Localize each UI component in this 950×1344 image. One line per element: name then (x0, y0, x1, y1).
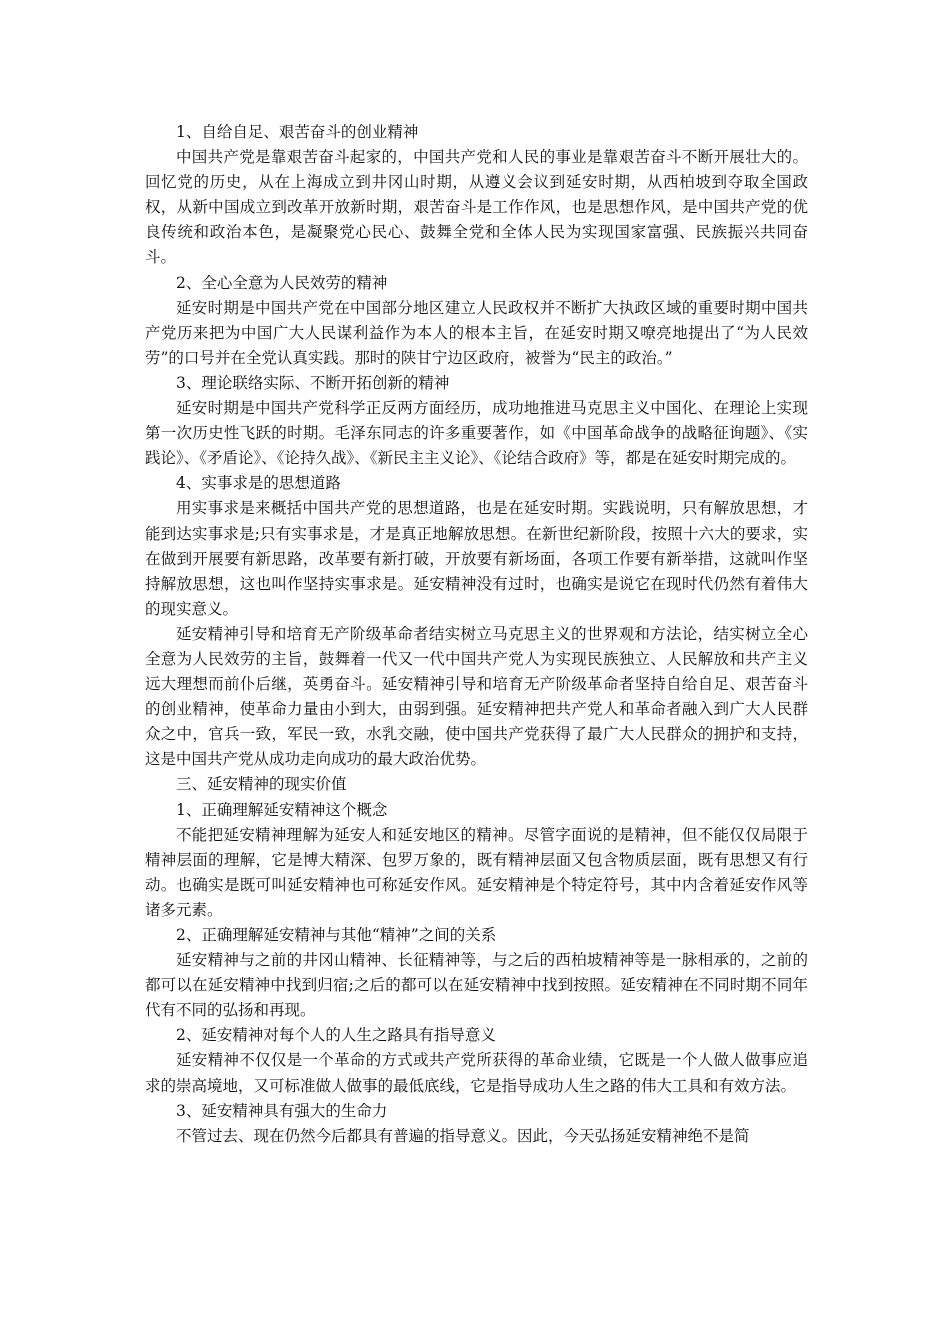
document-page (145, 120, 808, 1149)
body-paragraph: 用实事求是来概括中国共产党的思想道路，也是在延安时期。实践说明，只有解放思想，才能到达实事求是;只有实事求是，才是真正地解放思想。在新世纪新阶段，按照十六大的要求，实在做到开展要有新思路，改革要有新打破，开放要有新场面，各项工作要有新举措，这就叫作坚持解放思想，这也叫作坚持实事求是。延安精神没有过时，也确实是说它在现时代仍然有着伟大的现实意义。 (145, 499, 808, 618)
body-paragraph: 延安精神不仅仅是一个革命的方式或共产党所获得的革命业绩，它既是一个人做人做事应追求的崇高境地，又可标准做人做事的最低底线，它是指导成功人生之路的伟大工具和有效方法。 (145, 1051, 808, 1095)
body-paragraph: 延安时期是中国共产党科学正反两方面经历，成功地推进马克思主义中国化、在理论上实现第一次历史性飞跃的时期。毛泽东同志的许多重要著作，如《中国革命战争的战略征询题》、《实践论》、《矛盾论》、《论持久战》、《新民主主义论》、《论结合政府》等，都是在延安时期完成的。 (145, 399, 808, 468)
section-heading: 1、正确理解延安精神这个概念 (176, 800, 388, 819)
body-paragraph: 延安时期是中国共产党在中国部分地区建立人民政权并不断扩大执政区域的重要时期中国共产党历来把为中国广大人民谋利益作为本人的根本主旨，在延安时期又嘹亮地提出了“为人民效劳”的口号并在全党认真实践。那时的陕甘宁边区政府，被誉为“民主的政治。” (145, 298, 808, 367)
body-paragraph: 延安精神引导和培育无产阶级革命者结实树立马克思主义的世界观和方法论，结实树立全心全意为人民效劳的主旨，鼓舞着一代又一代中国共产党人为实现民族独立、人民解放和共产主义远大理想而前仆后继，英勇奋斗。延安精神引导和培育无产阶级革命者坚持自给自足、艰苦奋斗的创业精神，使革命力量由小到大，由弱到强。延安精神把共产党人和革命者融入到广大人民群众之中，官兵一致，军民一致，水乳交融，使中国共产党获得了最广大人民群众的拥护和支持，这是中国共产党从成功走向成功的最大政治优势。 (145, 624, 808, 769)
chapter-heading: 三、延安精神的现实价值 (176, 775, 347, 794)
section-heading: 1、自给自足、艰苦奋斗的创业精神 (176, 123, 419, 141)
body-paragraph: 不管过去、现在仍然今后都具有普遍的指导意义。因此，今天弘扬延安精神绝不是简 (176, 1126, 750, 1145)
section-heading: 2、全心全意为人民效劳的精神 (176, 273, 388, 292)
body-paragraph: 不能把延安精神理解为延安人和延安地区的精神。尽管字面说的是精神，但不能仅仅局限于精神层面的理解，它是博大精深、包罗万象的，既有精神层面又包含物质层面，既有思想又有行动。也确实是既可叫延安精神也可称延安作风。延安精神是个特定符号，其中内含着延安作风等诸多元素。 (145, 825, 808, 919)
section-heading: 4、实事求是的思想道路 (176, 474, 341, 493)
section-heading: 2、延安精神对每个人的人生之路具有指导意义 (176, 1026, 496, 1045)
body-paragraph: 中国共产党是靠艰苦奋斗起家的，中国共产党和人民的事业是靠艰苦奋斗不断开展壮大的。回忆党的历史，从在上海成立到井冈山时期，从遵义会议到延安时期，从西柏坡到夺取全国政权，从新中国成立到改革开放新时期，艰苦奋斗是工作作风，也是思想作风，是中国共产党的优良传统和政治本色，是凝聚党心民心、鼓舞全党和全体人民为实现国家富强、民族振兴共同奋斗。 (145, 148, 808, 267)
section-heading: 3、延安精神具有强大的生命力 (176, 1101, 388, 1120)
section-heading: 2、正确理解延安精神与其他“精神”之间的关系 (176, 926, 497, 944)
section-heading: 3、理论联络实际、不断开拓创新的精神 (176, 373, 450, 392)
body-paragraph: 延安精神与之前的井冈山精神、长征精神等，与之后的西柏坡精神等是一脉相承的，之前的都可以在延安精神中找到归宿;之后的都可以在延安精神中找到按照。延安精神在不同时期不同年代有不同的弘扬和再现。 (145, 951, 808, 1020)
